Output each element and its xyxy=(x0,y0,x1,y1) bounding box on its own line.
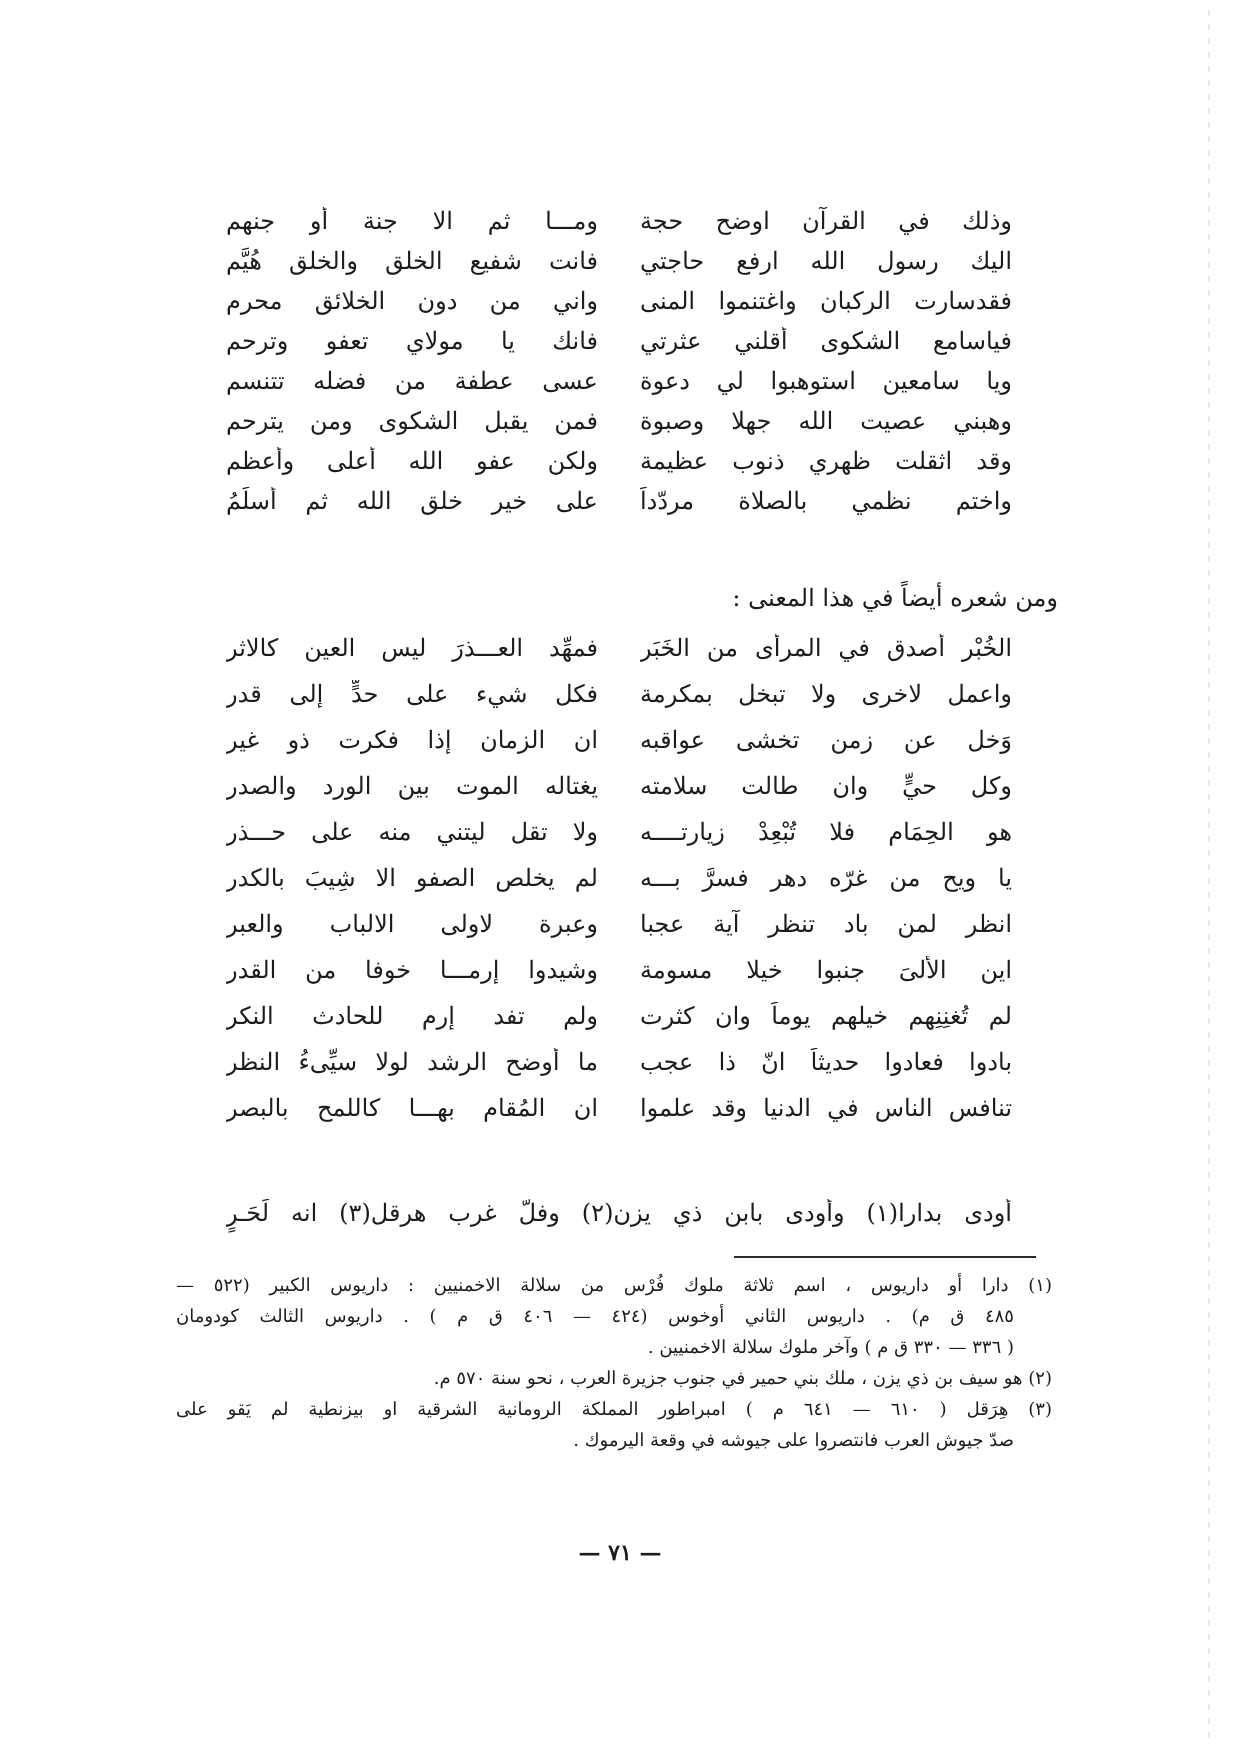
page-number: — ٧١ — xyxy=(578,1540,662,1566)
footnote-3-line: (٣) هِرَقل ( ٦١٠ — ٦٤١ م ) امبراطور المملكة الرومانية الشرقية او بيزنطية لم يَقو على xyxy=(176,1399,1052,1420)
footnote-1-line: ٤٨٥ ق م) . داريوس الثاني أوخوس (٤٢٤ — ٤٠٦ ق م ) . داريوس الثالث كودومان xyxy=(176,1306,1014,1327)
hemistich-left: لم يخلص الصفو الا شِيبَ بالكدر xyxy=(226,864,598,892)
hemistich-right: بادوا فعادوا حديثاً انّ ذا عجب xyxy=(640,1048,1012,1076)
verse-row xyxy=(226,947,1012,993)
hemistich-right: وهبني عصيت الله جهلا وصبوة xyxy=(640,407,1012,435)
verse-row xyxy=(226,401,1012,441)
verse-row xyxy=(226,361,1012,401)
hemistich-right: وَخل عن زمنٍ تخشى عواقبه xyxy=(640,726,1012,754)
footnote-separator xyxy=(734,1256,1036,1258)
footnote-1-line: ( ٣٣٦ — ٣٣٠ ق م ) وآخر ملوك سلالة الاخمنيين . xyxy=(647,1337,1014,1358)
poem-block-1 xyxy=(226,201,1012,521)
hemistich-right: فقدسارت الركبان واغتنموا المنى xyxy=(640,287,1012,315)
verse-row xyxy=(226,901,1012,947)
hemistich-left: فانت شفيع الخلق والخلق هُيَّم xyxy=(226,247,598,275)
hemistich-left: ان الزمان إذا فكرت ذو غيرٍ xyxy=(226,726,598,754)
poem-block-2 xyxy=(226,625,1012,1131)
hemistich-right: انظر لمن باد تنظر آية عجبا xyxy=(640,910,1012,938)
verse-row xyxy=(226,671,1012,717)
verse-row xyxy=(226,625,1012,671)
footnotes xyxy=(176,1270,1052,1456)
hemistich-right: الخُبْر أصدق في المرأى من الخَبَر xyxy=(640,634,1012,662)
hemistich-left: واني من دون الخلائق محرم xyxy=(226,287,598,315)
hemistich-left: ومـــا ثم الا جنة أو جنهم xyxy=(226,207,598,235)
hemistich-left: يغتاله الموت بين الورد والصدر xyxy=(226,772,598,800)
hemistich-left: ان المُقام بهـــا كاللمح بالبصر xyxy=(226,1094,598,1122)
hemistich-left: وعبرة لاولى الالباب والعبر xyxy=(226,910,598,938)
verse-row xyxy=(226,1085,1012,1131)
verse-row xyxy=(226,201,1012,241)
hemistich-right: يا ويح من غرّه دهر فسرَّ بـــه xyxy=(640,864,1012,892)
hemistich-left: فكل شيء على حدٍّ إلى قدر xyxy=(226,680,598,708)
hemistich-right: هو الحِمَام فلا تُبْعِدْ زيارتــــه xyxy=(640,818,1012,846)
footnote-2-line: (٢) هو سيف بن ذي يزن ، ملك بني حمير في جنوب جزيرة العرب ، نحو سنة ٥٧٠ م. xyxy=(433,1368,1052,1389)
hemistich-right: واعمل لاخرى ولا تبخل بمكرمة xyxy=(640,680,1012,708)
verse-row xyxy=(226,281,1012,321)
hemistich-right: واختم نظمي بالصلاة مردّداً xyxy=(640,487,1012,515)
footnote-3-line: صدّ جيوش العرب فانتصروا على جيوشه في وقعة اليرموك . xyxy=(573,1430,1014,1451)
hemistich-right: اليك رسول الله ارفع حاجتي xyxy=(640,247,1012,275)
scan-edge-artifact xyxy=(1208,10,1210,1740)
verse-row xyxy=(226,993,1012,1039)
verse-row xyxy=(226,763,1012,809)
hemistich-right: ويا سامعين استوهبوا لي دعوة xyxy=(640,367,1012,395)
hemistich-right: تنافس الناس في الدنيا وقد علموا xyxy=(640,1094,1012,1122)
hemistich-right: وقد اثقلت ظهري ذنوب عظيمة xyxy=(640,447,1012,475)
hemistich-left: فمهِّد العـــذرَ ليس العين كالاثر xyxy=(226,634,598,662)
hemistich-left: فانك يا مولاي تعفو وترحم xyxy=(226,327,598,355)
hemistich-right: لم تُغنِنِهِم خيلهم يوماً وان كثرت xyxy=(640,1002,1012,1030)
section-intro-line: ومن شعره أيضاً في هذا المعنى : xyxy=(732,584,1058,612)
verse-row xyxy=(226,1039,1012,1085)
hemistich-left: على خير خلق الله ثم أسلِّمُ xyxy=(226,487,598,515)
hemistich-left: فمن يقبل الشكوى ومن يترحم xyxy=(226,407,598,435)
verse-row xyxy=(226,717,1012,763)
hemistich-right: وكل حيٍّ وان طالت سلامته xyxy=(640,772,1012,800)
verse-row xyxy=(226,241,1012,281)
hemistich-left: ولكن عفو الله أعلى وأعظم xyxy=(226,447,598,475)
hemistich-left: عسى عطفة من فضله تتنسم xyxy=(226,367,598,395)
hemistich-left: ولم تفد إرم للحادث النكر xyxy=(226,1002,598,1030)
hemistich-right: وذلك في القرآن اوضح حجة xyxy=(640,207,1012,235)
verse-row xyxy=(226,809,1012,855)
verse-row xyxy=(226,855,1012,901)
verse-row xyxy=(226,321,1012,361)
hemistich-right: اين الألىَ جنبوا خيلا مسومة xyxy=(640,956,1012,984)
footnote-1-line: (١) دارا أو داريوس ، اسم ثلاثة ملوك فُرْس من سلالة الاخمنيين : داريوس الكبير (٥٢٢ — xyxy=(176,1275,1052,1296)
verse-row xyxy=(226,481,1012,521)
hemistich-left: ولا تقل ليتني منه على حـــذر xyxy=(226,818,598,846)
verse-row xyxy=(226,441,1012,481)
verse-with-footnote-refs: أودى بدارا(١) وأودى بابن ذي يزن(٢) وفلّ غرب هرقل(٣) انه لَحَـرٍ xyxy=(226,1199,1012,1227)
hemistich-right: فياسامع الشكوى أقلني عثرتي xyxy=(640,327,1012,355)
hemistich-left: ما أوضح الرشد لولا سيِّىءُ النظر xyxy=(226,1048,598,1076)
hemistich-left: وشيدوا إرمـــا خوفا من القدر xyxy=(226,956,598,984)
